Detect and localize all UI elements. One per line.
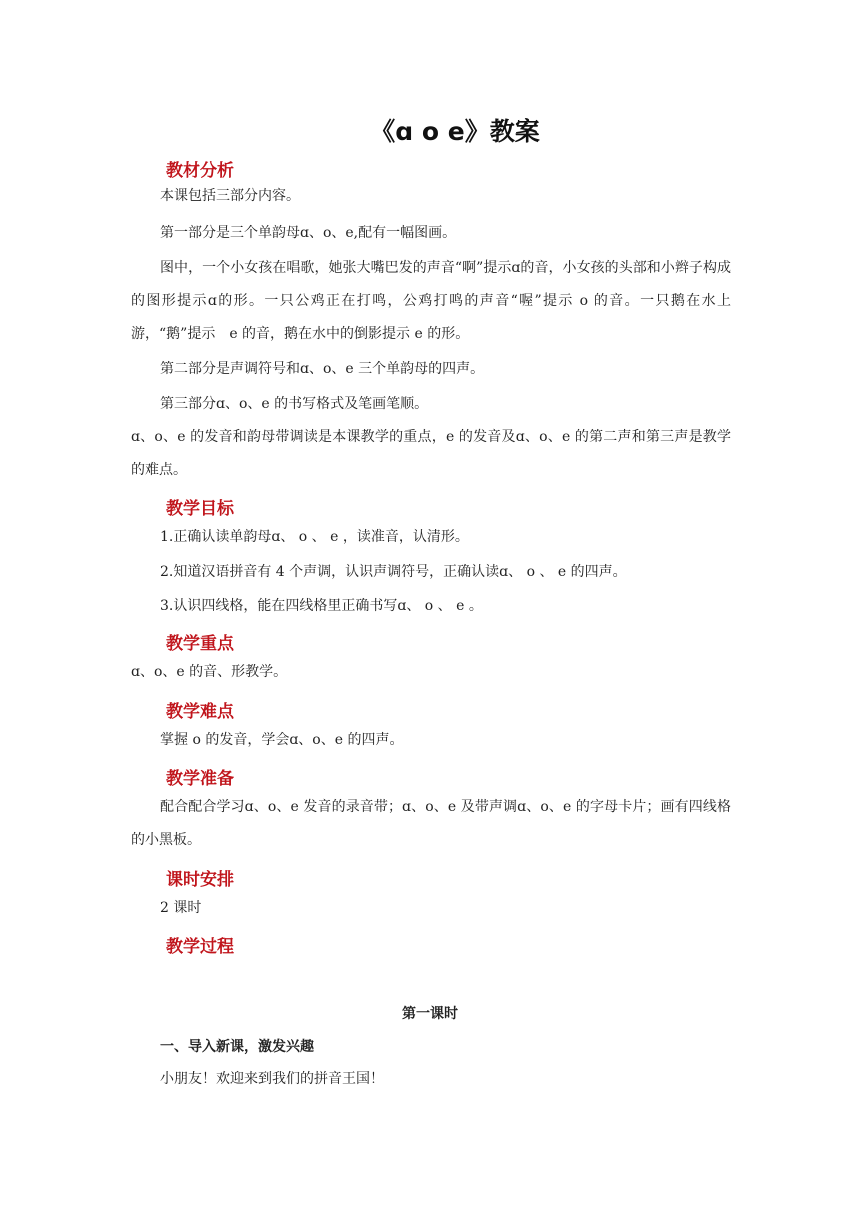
heading-process: 教学过程 [166, 937, 234, 957]
key-text: ɑ、o、e 的音、形教学。 [131, 664, 288, 680]
goal-item-1: 1.正确认读单韵母ɑ、 o 、 e ，读准音，认清形。 [160, 529, 469, 545]
heading-difficulty: 教学难点 [166, 702, 234, 722]
analysis-p1: 本课包括三部分内容。 [160, 188, 300, 204]
heading-schedule: 课时安排 [166, 870, 234, 890]
analysis-p3: 图中，一个小女孩在唱歌，她张大嘴巴发的声音“啊”提示ɑ的音，小女孩的头部和小辫子构成的图形提示ɑ的形。一只公鸡正在打鸣，公鸡打鸣的声音“喔”提示 o 的音。一只鹅在水上游，“鹅”提示 e 的音，鹅在水中的倒影提示 e 的形。 [131, 260, 731, 342]
heading-goals: 教学目标 [166, 499, 234, 519]
heading-analysis: 教材分析 [166, 161, 234, 181]
goal-item-2: 2.知道汉语拼音有 4 个声调，认识声调符号，正确认读ɑ、 o 、 e 的四声。 [160, 564, 627, 580]
step-1-text: 小朋友！欢迎来到我们的拼音王国！ [160, 1071, 384, 1087]
analysis-p2: 第一部分是三个单韵母ɑ、o、e,配有一幅图画。 [160, 225, 457, 241]
analysis-p5: 第三部分ɑ、o、e 的书写格式及笔画笔顺。 [160, 396, 429, 412]
difficulty-text: 掌握 o 的发音，学会ɑ、o、e 的四声。 [160, 732, 404, 748]
analysis-p6: ɑ、o、e 的发音和韵母带调读是本课教学的重点，e 的发音及ɑ、o、e 的第二声和第三声是教学的难点。 [131, 429, 731, 478]
analysis-p4: 第二部分是声调符号和ɑ、o、e 三个单韵母的四声。 [160, 361, 485, 377]
goal-item-3: 3.认识四线格，能在四线格里正确书写ɑ、 o 、 e 。 [160, 598, 483, 614]
step-1-heading: 一、导入新课，激发兴趣 [160, 1039, 314, 1055]
lesson-title: 第一课时 [402, 1006, 458, 1022]
heading-prep: 教学准备 [166, 769, 234, 789]
heading-key: 教学重点 [166, 634, 234, 654]
schedule-text: 2 课时 [160, 900, 202, 916]
page-title: 《ɑ o e》教案 [370, 117, 540, 146]
prep-text: 配合配合学习ɑ、o、e 发音的录音带；ɑ、o、e 及带声调ɑ、o、e 的字母卡片；画有四线格的小黑板。 [131, 799, 731, 848]
